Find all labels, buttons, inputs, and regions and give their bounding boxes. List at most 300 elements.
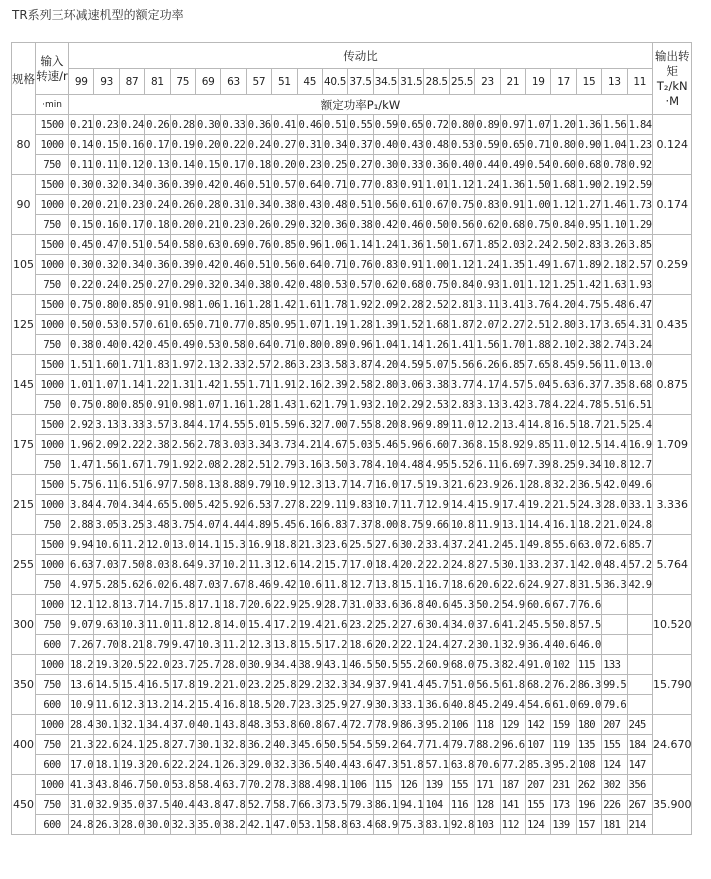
- speed-cell: 600: [36, 695, 69, 715]
- speed-cell: 1000: [36, 655, 69, 675]
- power-cell: 58.7: [272, 795, 297, 815]
- power-cell: 8.88: [221, 475, 246, 495]
- power-cell: 32.1: [119, 715, 144, 735]
- power-cell: 13.4: [500, 415, 525, 435]
- spec-cell: 450: [12, 775, 36, 835]
- power-cell: 38.2: [221, 815, 246, 835]
- power-cell: 85.3: [526, 755, 551, 775]
- power-cell: 2.19: [602, 175, 627, 195]
- power-cell: 1.51: [69, 355, 94, 375]
- speed-cell: 1500: [36, 115, 69, 135]
- power-cell: 3.57: [145, 415, 170, 435]
- power-cell: 47.0: [272, 815, 297, 835]
- power-cell: 6.97: [145, 475, 170, 495]
- power-cell: 42.9: [627, 575, 652, 595]
- power-cell: 0.27: [348, 155, 373, 175]
- power-cell: 4.95: [424, 455, 449, 475]
- power-cell: 159: [551, 715, 576, 735]
- power-cell: 25.2: [373, 615, 398, 635]
- power-cell: 0.24: [119, 115, 144, 135]
- power-cell: 68.9: [373, 815, 398, 835]
- speed-cell: 1500: [36, 175, 69, 195]
- power-cell: 245: [627, 715, 652, 735]
- power-cell: 28.0: [119, 815, 144, 835]
- power-cell: 3.78: [526, 395, 551, 415]
- power-cell: 2.88: [69, 515, 94, 535]
- power-cell: 24.1: [119, 735, 144, 755]
- power-cell: 7.00: [322, 415, 347, 435]
- torque-cell: 5.764: [652, 535, 692, 595]
- input-speed-header: 输入转速/r: [36, 43, 69, 95]
- power-cell: 14.0: [221, 615, 246, 635]
- power-cell: 4.89: [246, 515, 271, 535]
- power-cell: 43.8: [94, 775, 119, 795]
- power-cell: 41.3: [69, 775, 94, 795]
- power-cell: 11.0: [449, 415, 474, 435]
- power-cell: 2.50: [551, 235, 576, 255]
- power-cell: 8.15: [475, 435, 500, 455]
- spec-cell: 300: [12, 595, 36, 655]
- power-cell: 0.34: [119, 175, 144, 195]
- power-cell: 1.36: [399, 235, 424, 255]
- power-cell: 50.5: [373, 655, 398, 675]
- power-cell: 1.12: [449, 175, 474, 195]
- spec-cell: 90: [12, 175, 36, 235]
- table-row: [12, 315, 692, 335]
- torque-cell: 0.259: [652, 235, 692, 295]
- speed-cell: 750: [36, 575, 69, 595]
- power-cell: 15.3: [221, 535, 246, 555]
- power-cell: 21.6: [322, 615, 347, 635]
- power-cell: 5.63: [551, 375, 576, 395]
- power-cell: 0.34: [322, 135, 347, 155]
- power-cell: 34.4: [145, 715, 170, 735]
- power-cell: 3.23: [297, 355, 322, 375]
- power-cell: 0.41: [272, 115, 297, 135]
- power-cell: 6.16: [297, 515, 322, 535]
- power-cell: 139: [424, 775, 449, 795]
- power-cell: 1.56: [602, 115, 627, 135]
- power-cell: 25.4: [627, 415, 652, 435]
- power-cell: 30.1: [94, 715, 119, 735]
- power-cell: 0.32: [94, 255, 119, 275]
- power-cell: 119: [551, 735, 576, 755]
- power-cell: 70.2: [246, 775, 271, 795]
- table-row: [12, 295, 692, 315]
- power-cell: 18.6: [348, 635, 373, 655]
- speed-cell: 750: [36, 335, 69, 355]
- power-cell: 50.5: [322, 735, 347, 755]
- power-cell: 22.9: [272, 595, 297, 615]
- power-cell: 0.24: [246, 135, 271, 155]
- table-row: [12, 815, 692, 835]
- power-cell: 4.34: [119, 495, 144, 515]
- power-cell: 181: [602, 815, 627, 835]
- power-cell: 6.47: [627, 295, 652, 315]
- power-cell: 0.22: [221, 135, 246, 155]
- power-cell: 2.52: [424, 295, 449, 315]
- power-cell: 2.83: [449, 395, 474, 415]
- power-cell: 2.78: [195, 435, 220, 455]
- power-cell: 356: [627, 775, 652, 795]
- power-cell: 0.30: [373, 155, 398, 175]
- power-cell: 92.8: [449, 815, 474, 835]
- power-cell: 0.48: [322, 195, 347, 215]
- power-cell: 14.7: [145, 595, 170, 615]
- power-cell: 13.0: [170, 535, 195, 555]
- power-cell: 12.9: [424, 495, 449, 515]
- power-cell: 0.29: [170, 275, 195, 295]
- power-cell: 4.31: [627, 315, 652, 335]
- power-cell: 3.77: [449, 375, 474, 395]
- power-cell: 4.20: [551, 295, 576, 315]
- power-cell: 302: [602, 775, 627, 795]
- output-torque-label: 输出转矩T₂/kN: [654, 48, 690, 93]
- power-cell: 2.74: [602, 335, 627, 355]
- power-cell: 1.23: [627, 135, 652, 155]
- power-cell: 36.5: [297, 755, 322, 775]
- power-cell: 0.46: [221, 255, 246, 275]
- power-cell: 21.3: [69, 735, 94, 755]
- power-cell: 267: [627, 795, 652, 815]
- spec-cell: 255: [12, 535, 36, 595]
- power-cell: 0.43: [297, 195, 322, 215]
- power-cell: 0.59: [475, 135, 500, 155]
- power-cell: 60.6: [526, 595, 551, 615]
- power-cell: 0.57: [119, 315, 144, 335]
- power-cell: 8.64: [170, 555, 195, 575]
- power-cell: 72.6: [602, 535, 627, 555]
- table-row: [12, 715, 692, 735]
- ratio-header-cell: 21: [500, 69, 525, 95]
- torque-cell: 24.670: [652, 715, 692, 775]
- power-cell: 27.7: [170, 735, 195, 755]
- power-cell: 1.67: [449, 235, 474, 255]
- power-cell: 0.36: [246, 115, 271, 135]
- power-cell: 57.5: [576, 615, 601, 635]
- power-cell: 86.1: [373, 795, 398, 815]
- power-cell: 67.4: [322, 715, 347, 735]
- power-cell: 0.53: [94, 315, 119, 335]
- power-cell: 4.17: [475, 375, 500, 395]
- power-cell: 45.6: [297, 735, 322, 755]
- power-cell: 45.1: [500, 535, 525, 555]
- table-row: [12, 595, 692, 615]
- power-cell: 1.73: [627, 195, 652, 215]
- speed-cell: 1000: [36, 315, 69, 335]
- ratio-header-cell: 69: [195, 69, 220, 95]
- power-cell: 0.51: [119, 235, 144, 255]
- power-cell: 0.77: [348, 175, 373, 195]
- power-cell: 28.0: [221, 655, 246, 675]
- power-cell: 11.3: [246, 555, 271, 575]
- power-cell: 25.8: [272, 675, 297, 695]
- power-cell: 0.53: [322, 275, 347, 295]
- power-cell: 4.59: [399, 355, 424, 375]
- power-cell: 18.2: [69, 655, 94, 675]
- power-cell: 2.27: [500, 315, 525, 335]
- speed-cell: 600: [36, 815, 69, 835]
- power-cell: 5.92: [221, 495, 246, 515]
- power-cell: 8.22: [297, 495, 322, 515]
- power-cell: 42.0: [602, 475, 627, 495]
- power-cell: 13.7: [119, 595, 144, 615]
- power-cell: 96.6: [500, 735, 525, 755]
- power-cell: 16.0: [373, 475, 398, 495]
- power-cell: 6.85: [500, 355, 525, 375]
- spec-cell: 215: [12, 475, 36, 535]
- power-cell: 0.84: [551, 215, 576, 235]
- power-cell: 1.36: [500, 175, 525, 195]
- power-cell: 0.68: [500, 215, 525, 235]
- power-cell: 79.3: [348, 795, 373, 815]
- power-cell: 187: [500, 775, 525, 795]
- power-cell: 36.6: [424, 695, 449, 715]
- power-cell: 45.3: [449, 595, 474, 615]
- power-cell: 10.3: [119, 615, 144, 635]
- power-cell: 5.04: [526, 375, 551, 395]
- power-cell: 91.0: [526, 655, 551, 675]
- power-cell: 0.20: [272, 155, 297, 175]
- power-cell: 2.38: [576, 335, 601, 355]
- power-cell: 1.56: [475, 335, 500, 355]
- power-cell: 3.78: [348, 455, 373, 475]
- power-cell: 0.67: [424, 195, 449, 215]
- ratio-header-cell: 99: [69, 69, 94, 95]
- power-cell: 5.07: [424, 355, 449, 375]
- power-cell: 0.91: [399, 175, 424, 195]
- power-cell: 2.33: [221, 355, 246, 375]
- power-cell: 0.42: [195, 175, 220, 195]
- power-cell: 43.8: [195, 795, 220, 815]
- power-cell: 49.4: [500, 695, 525, 715]
- power-cell: 2.83: [576, 235, 601, 255]
- torque-cell: 0.174: [652, 175, 692, 235]
- power-cell: 43.6: [348, 755, 373, 775]
- power-cell: 64.7: [399, 735, 424, 755]
- power-cell: 7.03: [94, 555, 119, 575]
- power-cell: 24.9: [526, 575, 551, 595]
- torque-cell: 0.875: [652, 355, 692, 415]
- power-cell: 94.1: [399, 795, 424, 815]
- power-cell: 2.16: [297, 375, 322, 395]
- power-cell: 0.89: [475, 115, 500, 135]
- power-cell: 1.67: [119, 455, 144, 475]
- power-cell: 124: [526, 815, 551, 835]
- power-cell: 7.65: [526, 355, 551, 375]
- ratio-header-cell: 37.5: [348, 69, 373, 95]
- power-cell: 0.96: [297, 235, 322, 255]
- power-cell: 0.49: [170, 335, 195, 355]
- power-cell: 8.79: [145, 635, 170, 655]
- power-cell: 2.51: [526, 315, 551, 335]
- power-cell: 1.79: [322, 395, 347, 415]
- power-cell: 147: [627, 755, 652, 775]
- power-cell: 0.26: [246, 215, 271, 235]
- power-cell: 0.71: [526, 135, 551, 155]
- table-row: [12, 475, 692, 495]
- power-cell: 16.5: [145, 675, 170, 695]
- power-cell: 3.48: [145, 515, 170, 535]
- ratio-header-cell: 40.5: [322, 69, 347, 95]
- power-cell: 4.48: [399, 455, 424, 475]
- header-row-1: [12, 43, 692, 69]
- power-cell: 28.0: [602, 495, 627, 515]
- power-cell: 3.17: [576, 315, 601, 335]
- table-row: [12, 575, 692, 595]
- table-row: [12, 415, 692, 435]
- power-cell: 0.25: [322, 155, 347, 175]
- power-cell: 5.56: [449, 355, 474, 375]
- speed-cell: 750: [36, 275, 69, 295]
- speed-cell: 1500: [36, 535, 69, 555]
- power-cell: 0.38: [246, 275, 271, 295]
- power-cell: 1.39: [373, 315, 398, 335]
- power-cell: 11.8: [170, 615, 195, 635]
- power-cell: 24.4: [424, 635, 449, 655]
- power-cell: 31.0: [69, 795, 94, 815]
- power-cell: 3.76: [526, 295, 551, 315]
- power-cell: 3.42: [500, 395, 525, 415]
- power-cell: 11.0: [551, 435, 576, 455]
- power-cell: 1.71: [119, 355, 144, 375]
- power-cell: 9.94: [69, 535, 94, 555]
- power-cell: 12.8: [195, 615, 220, 635]
- power-cell: 0.24: [94, 275, 119, 295]
- power-cell: 3.38: [424, 375, 449, 395]
- power-cell: 10.3: [195, 635, 220, 655]
- power-cell: 3.50: [322, 455, 347, 475]
- power-cell: 2.80: [551, 315, 576, 335]
- power-cell: 0.64: [246, 335, 271, 355]
- power-cell: 0.28: [170, 115, 195, 135]
- power-cell: 0.33: [399, 155, 424, 175]
- power-cell: 0.15: [195, 155, 220, 175]
- power-cell: 55.6: [551, 535, 576, 555]
- power-cell: 32.3: [322, 675, 347, 695]
- table-row: [12, 655, 692, 675]
- power-cell: 0.18: [246, 155, 271, 175]
- power-cell: 19.2: [526, 495, 551, 515]
- power-cell: 9.11: [322, 495, 347, 515]
- power-cell: 0.40: [449, 155, 474, 175]
- power-cell: 47.8: [221, 795, 246, 815]
- power-cell: 25.7: [195, 655, 220, 675]
- power-cell: 1.01: [69, 375, 94, 395]
- power-cell: 40.4: [322, 755, 347, 775]
- power-cell: 10.8: [602, 455, 627, 475]
- power-cell: 20.5: [119, 655, 144, 675]
- power-cell: 5.46: [373, 435, 398, 455]
- power-cell: 40.1: [195, 715, 220, 735]
- power-cell: 25.9: [322, 695, 347, 715]
- power-cell: 1.28: [348, 315, 373, 335]
- power-cell: 41.4: [399, 675, 424, 695]
- power-cell: 24.8: [69, 815, 94, 835]
- power-cell: 3.84: [170, 415, 195, 435]
- power-cell: 0.38: [69, 335, 94, 355]
- power-cell: 61.8: [500, 675, 525, 695]
- power-cell: 1.78: [322, 295, 347, 315]
- power-cell: 0.22: [69, 275, 94, 295]
- power-cell: 4.22: [551, 395, 576, 415]
- power-cell: 0.17: [145, 135, 170, 155]
- power-cell: 33.1: [399, 695, 424, 715]
- power-cell: 34.4: [272, 655, 297, 675]
- power-cell: 6.60: [424, 435, 449, 455]
- power-cell: 231: [551, 775, 576, 795]
- power-cell: 98.1: [322, 775, 347, 795]
- power-cell: 3.34: [246, 435, 271, 455]
- power-cell: 5.01: [246, 415, 271, 435]
- torque-cell: 0.435: [652, 295, 692, 355]
- power-cell: 23.2: [348, 615, 373, 635]
- power-cell: 141: [500, 795, 525, 815]
- table-row: [12, 615, 692, 635]
- power-cell: 5.75: [69, 475, 94, 495]
- power-cell: 57.2: [627, 555, 652, 575]
- torque-cell: 35.900: [652, 775, 692, 835]
- power-cell: 4.65: [145, 495, 170, 515]
- power-cell: 21.6: [449, 475, 474, 495]
- power-cell: 13.8: [373, 575, 398, 595]
- power-cell: 108: [576, 755, 601, 775]
- power-cell: 1.19: [322, 315, 347, 335]
- power-cell: 0.90: [576, 135, 601, 155]
- power-cell: 173: [551, 795, 576, 815]
- power-cell: 2.57: [627, 255, 652, 275]
- power-cell: 0.38: [272, 195, 297, 215]
- power-cell: 30.1: [475, 635, 500, 655]
- power-cell: 0.15: [94, 135, 119, 155]
- power-cell: 78.9: [373, 715, 398, 735]
- power-cell: 2.28: [399, 295, 424, 315]
- power-cell: 4.20: [373, 355, 398, 375]
- power-cell: 1.14: [119, 375, 144, 395]
- power-cell: 0.57: [272, 175, 297, 195]
- power-cell: 18.6: [449, 575, 474, 595]
- power-cell: 22.2: [170, 755, 195, 775]
- power-cell: 3.85: [627, 235, 652, 255]
- power-cell: 1.56: [94, 455, 119, 475]
- power-cell: [602, 615, 627, 635]
- power-cell: 2.38: [145, 435, 170, 455]
- table-row: [12, 735, 692, 755]
- power-cell: 0.24: [145, 195, 170, 215]
- power-cell: 5.45: [272, 515, 297, 535]
- power-cell: 1.43: [272, 395, 297, 415]
- torque-cell: 10.520: [652, 595, 692, 655]
- power-cell: 6.02: [145, 575, 170, 595]
- power-cell: 33.4: [424, 535, 449, 555]
- power-cell: 46.7: [119, 775, 144, 795]
- power-cell: 0.25: [119, 275, 144, 295]
- power-cell: 40.8: [449, 695, 474, 715]
- power-cell: 36.5: [576, 475, 601, 495]
- power-cell: 2.59: [627, 175, 652, 195]
- power-cell: 4.17: [195, 415, 220, 435]
- table-row: [12, 755, 692, 775]
- speed-cell: 1500: [36, 415, 69, 435]
- power-cell: 0.36: [424, 155, 449, 175]
- power-cell: 86.3: [576, 675, 601, 695]
- power-cell: 5.00: [170, 495, 195, 515]
- power-cell: 68.0: [449, 655, 474, 675]
- power-cell: 0.69: [221, 235, 246, 255]
- power-cell: 12.3: [119, 695, 144, 715]
- power-cell: 0.64: [297, 175, 322, 195]
- power-cell: 20.6: [246, 595, 271, 615]
